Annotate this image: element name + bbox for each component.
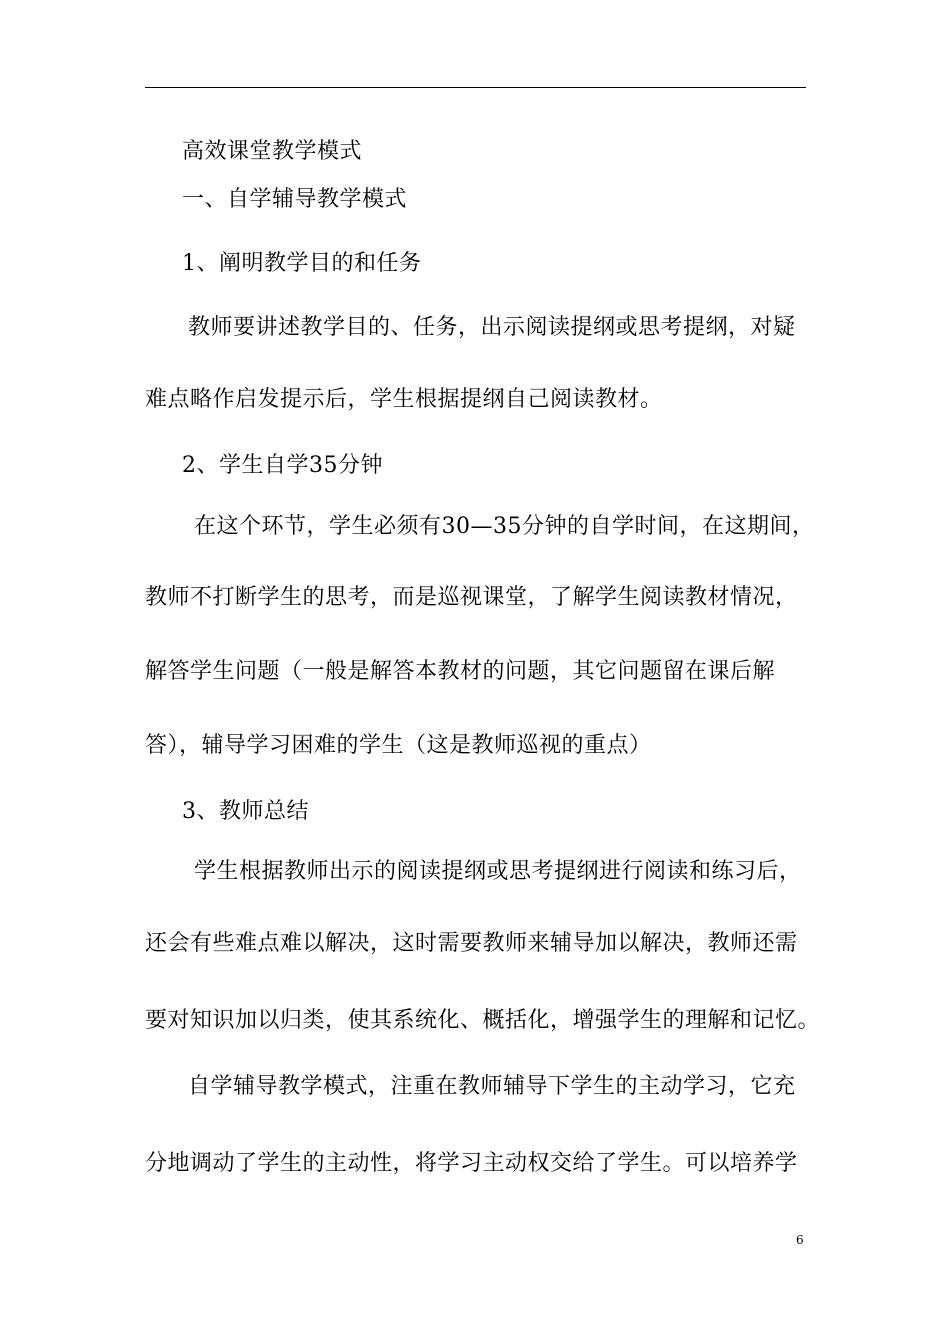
step2-body-line: 答），辅导学习困难的学生（这是教师巡视的重点） (145, 733, 652, 758)
step3-body-line: 要对知识加以归类，使其系统化、概括化，增强学生的理解和记忆。 (145, 1008, 821, 1033)
step2-body-line: 解答学生问题（一般是解答本教材的问题，其它问题留在课后解 (145, 659, 776, 684)
step1-body-line: 难点略作启发提示后，学生根据提纲自己阅读教材。 (145, 387, 663, 412)
summary-body-line: 分地调动了学生的主动性，将学习主动权交给了学生。可以培养学 (145, 1151, 798, 1176)
summary-body-line: 自学辅导教学模式，注重在教师辅导下学生的主动学习，它充 (188, 1074, 796, 1099)
step2-body-line: 在这个环节，学生必须有30—35分钟的自学时间，在这期间， (194, 514, 815, 539)
step2-heading: 2、学生自学35分钟 (182, 453, 383, 478)
step3-heading: 3、教师总结 (182, 799, 309, 824)
step3-body-line: 学生根据教师出示的阅读提纲或思考提纲进行阅读和练习后， (194, 859, 802, 884)
document-title: 高效课堂教学模式 (182, 139, 363, 164)
step1-heading: 1、阐明教学目的和任务 (182, 251, 422, 276)
step3-body-line: 还会有些难点难以解决，这时需要教师来辅导加以解决，教师还需 (145, 931, 798, 956)
step1-body-line: 教师要讲述教学目的、任务，出示阅读提纲或思考提纲，对疑 (188, 315, 796, 340)
section-heading: 一、自学辅导教学模式 (182, 187, 408, 212)
page-number: 6 (796, 1233, 804, 1247)
step2-body-line: 教师不打断学生的思考，而是巡视课堂，了解学生阅读教材情况， (145, 585, 798, 610)
header-rule (145, 87, 806, 88)
